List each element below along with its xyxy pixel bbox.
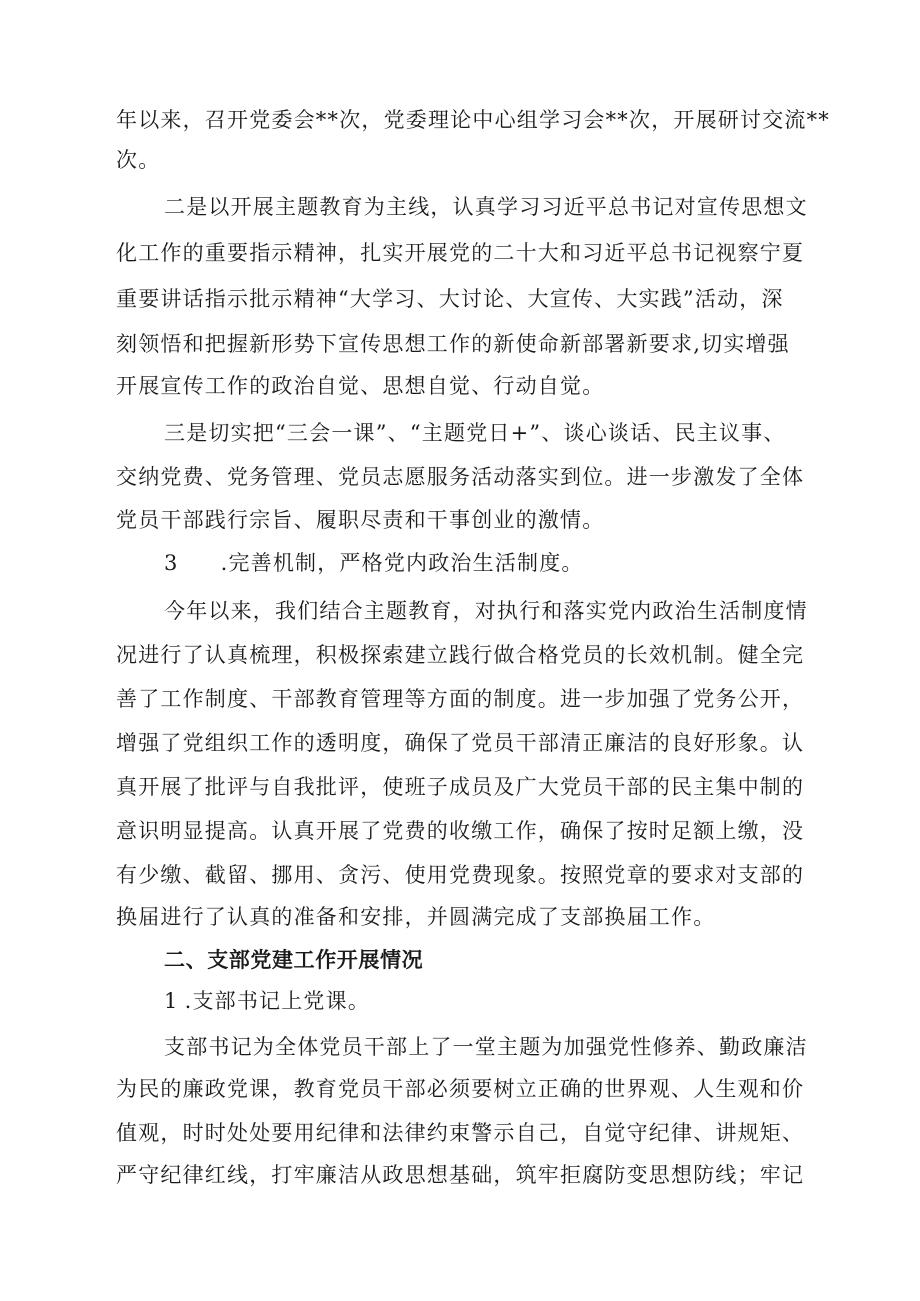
section-subheading-text: .支部书记上党课。 xyxy=(184,989,371,1013)
text-line: 年以来，召开党委会**次，党委理论中心组学习会**次，开展研讨交流** xyxy=(116,108,830,132)
text-line: 换届进行了认真的准备和安排，并圆满完成了支部换届工作。 xyxy=(116,905,716,929)
paragraph-first-line: 支部书记为全体党员干部上了一堂主题为加强党性修养、勤政廉洁 xyxy=(164,1035,808,1059)
text-line: 重要讲话指示批示精神“大学习、大讨论、大宣传、大实践”活动，深 xyxy=(116,287,784,311)
text-line: 意识明显提高。认真开展了党费的收缴工作，确保了按时足额上缴，没 xyxy=(116,819,805,843)
text-line: 严守纪律红线，打牢廉洁从政思想基础，筑牢拒腐防变思想防线；牢记 xyxy=(116,1163,805,1187)
text-line: 为民的廉政党课，教育党员干部必须要树立正确的世界观、人生观和价 xyxy=(116,1077,805,1101)
text-line: 况进行了认真梳理，积极探索建立践行做合格党员的长效机制。健全完 xyxy=(116,643,805,667)
section-subheading xyxy=(0,540,920,586)
paragraph-first-line: 二是以开展主题教育为主线，认真学习习近平总书记对宣传思想文 xyxy=(164,195,808,219)
text-line: 刻领悟和把握新形势下宣传思想工作的新使命新部署新要求,切实增强 xyxy=(116,332,790,356)
section-subheading-text: .完善机制，严格党内政治生活制度。 xyxy=(220,551,584,575)
text-line: 有少缴、截留、挪用、贪污、使用党费现象。按照党章的要求对支部的 xyxy=(116,863,805,887)
section-heading: 二、支部党建工作开展情况 xyxy=(164,948,424,972)
text-line: 真开展了批评与自我批评，使班子成员及广大党员干部的民主集中制的 xyxy=(116,775,805,799)
section-number: 3 xyxy=(164,551,179,575)
text-line: 党员干部践行宗旨、履职尽责和干事创业的激情。 xyxy=(116,508,605,532)
text-line: 化工作的重要指示精神，扎实开展党的二十大和习近平总书记视察宁夏 xyxy=(116,241,805,265)
section-subheading xyxy=(0,978,920,1024)
text-line: 善了工作制度、干部教育管理等方面的制度。进一步加强了党务公开， xyxy=(116,687,805,711)
text-line: 交纳党费、党务管理、党员志愿服务活动落实到位。进一步激发了全体 xyxy=(116,465,805,489)
paragraph-first-line: 三是切实把“三会一课”、“主题党日+”、谈心谈话、民主议事、 xyxy=(164,421,786,445)
text-line: 值观，时时处处要用纪律和法律约束警示自己，自觉守纪律、讲规矩、 xyxy=(116,1121,805,1145)
text-line: 增强了党组织工作的透明度，确保了党员干部清正廉洁的良好形象。认 xyxy=(116,731,805,755)
paragraph-first-line: 今年以来，我们结合主题教育，对执行和落实党内政治生活制度情 xyxy=(164,599,808,623)
text-line: 开展宣传工作的政治自觉、思想自觉、行动自觉。 xyxy=(116,374,605,398)
text-line: 次。 xyxy=(116,148,161,172)
section-number: 1 xyxy=(164,989,179,1013)
